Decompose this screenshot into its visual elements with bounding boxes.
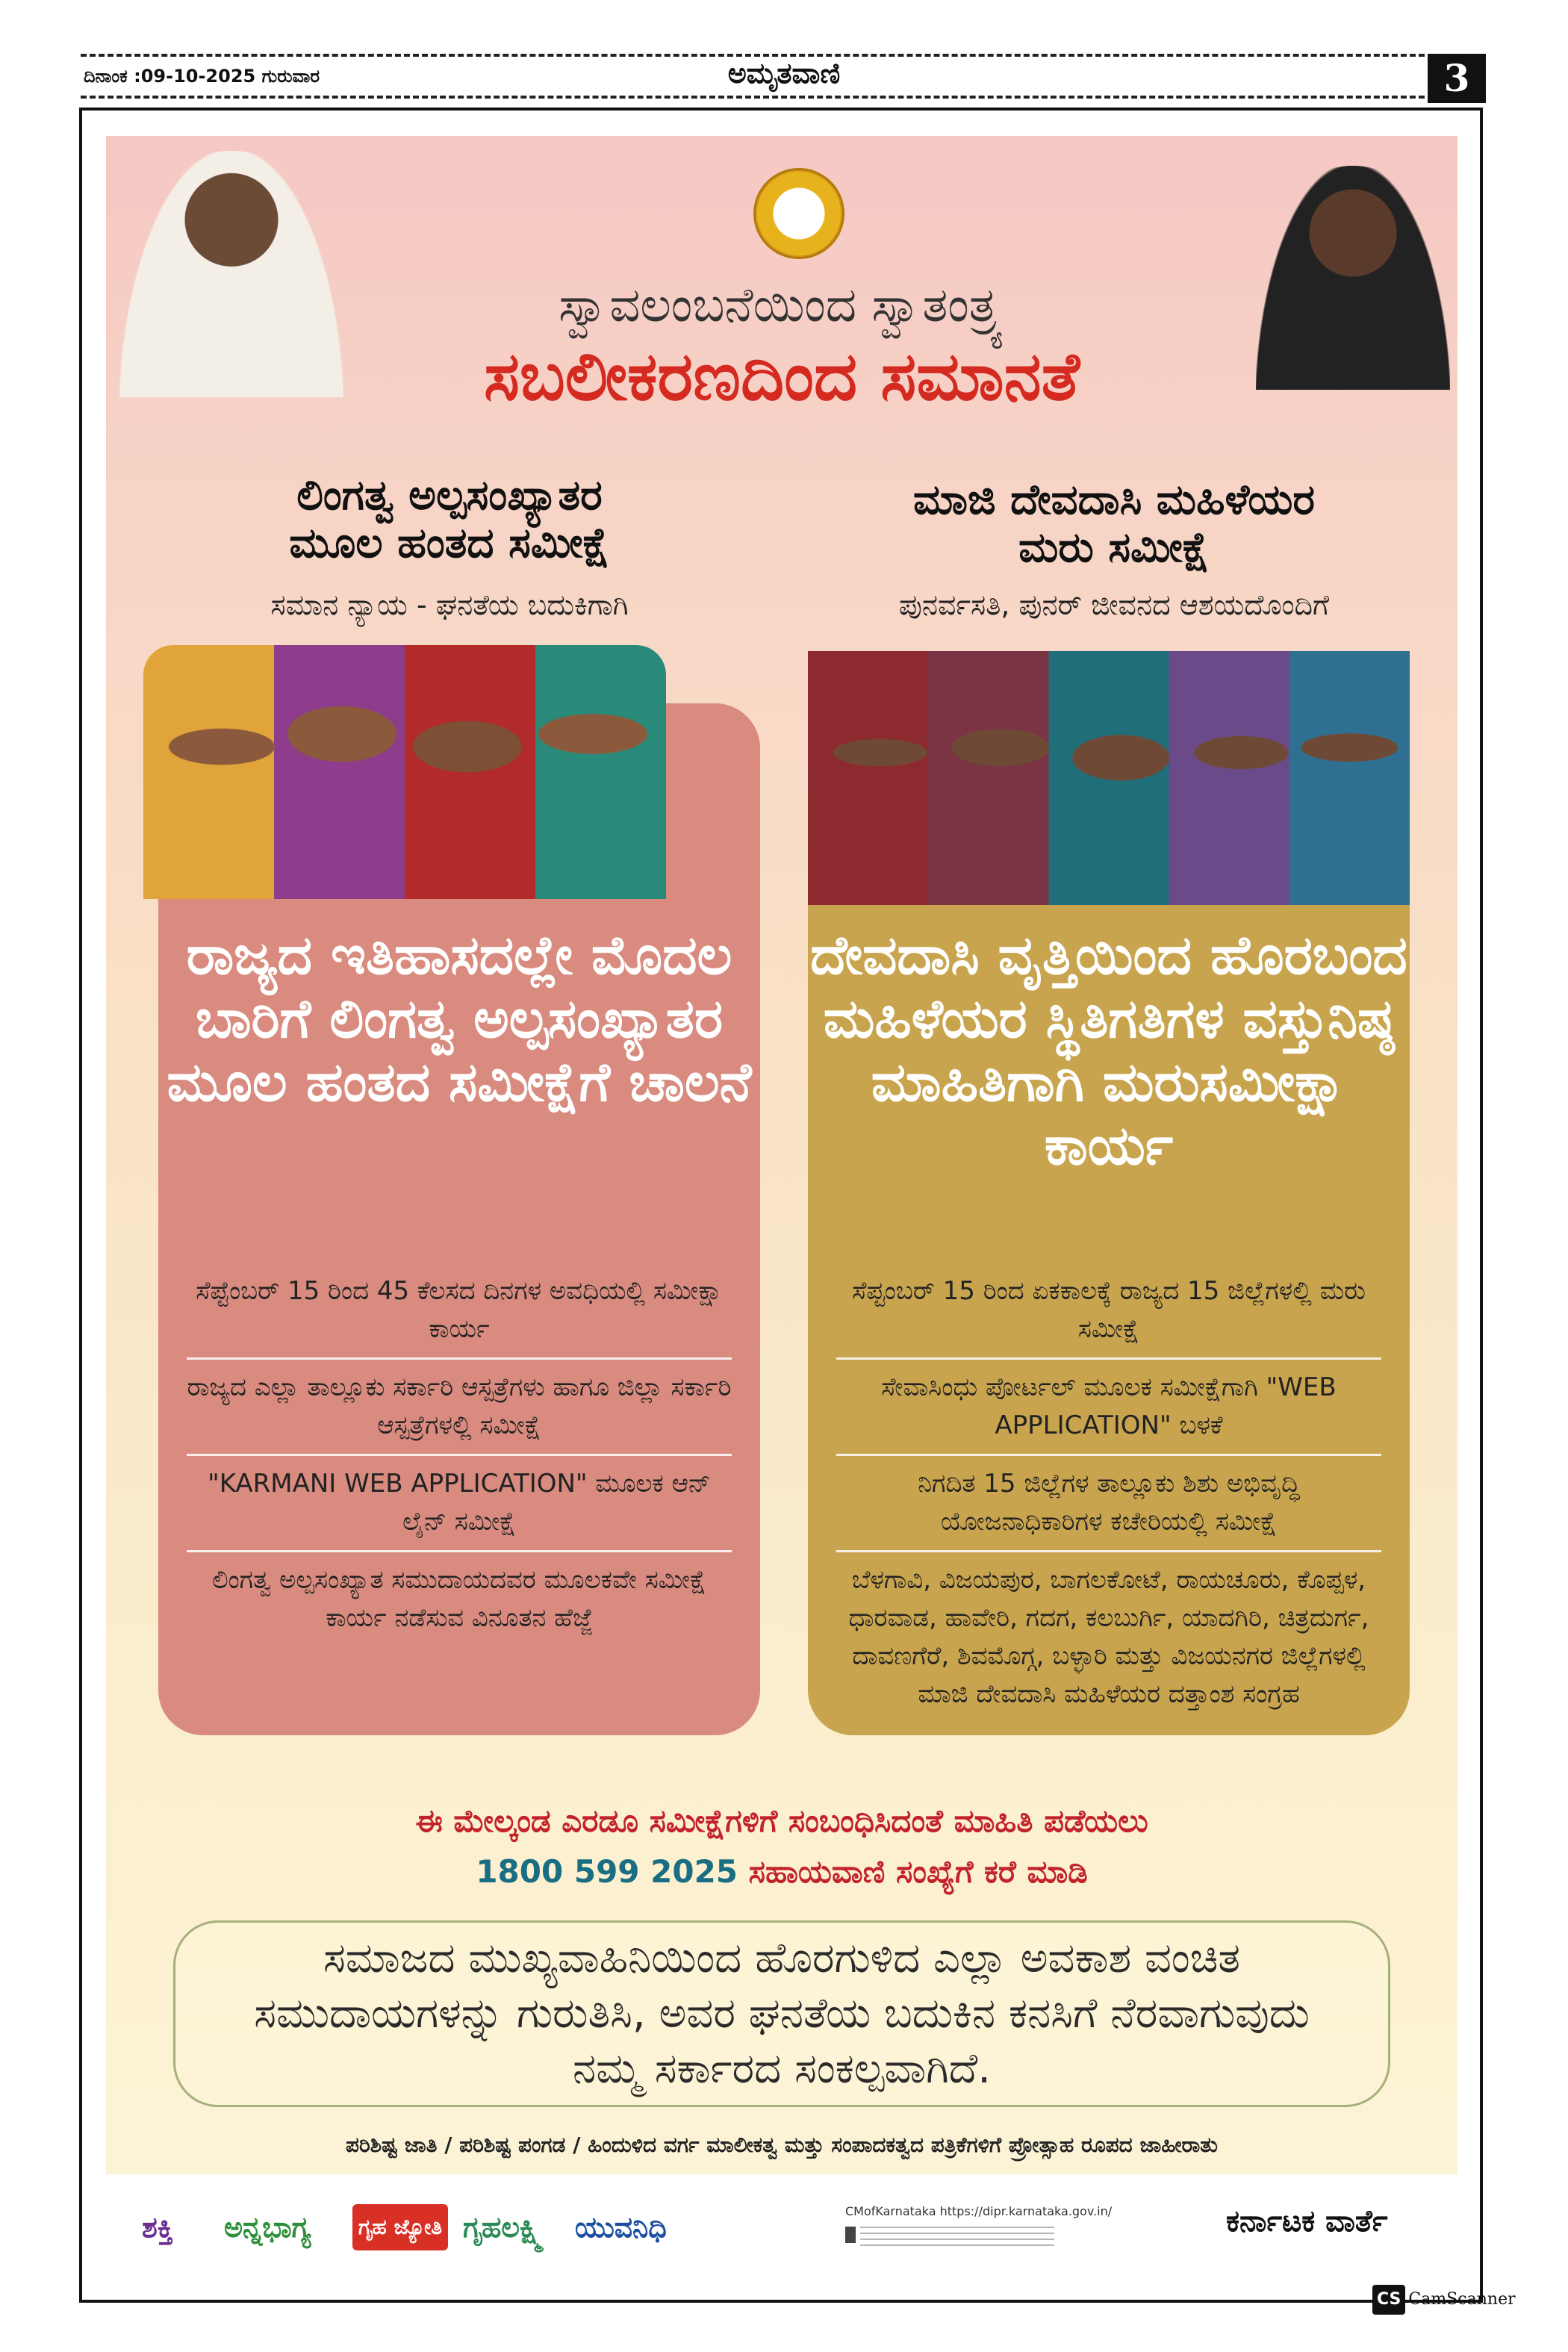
devadasi-women-photo [808,651,1410,905]
government-advertisement [106,136,1457,2174]
karnataka-emblem-icon [756,170,842,257]
left-card-item: ಸೆಪ್ಟೆಂಬರ್ 15 ರಿಂದ 45 ಕೆಲಸದ ದಿನಗಳ ಅವಧಿಯಲ್ಲಿ ಸಮೀಕ್ಷಾ ಕಾರ್ಯ [187,1263,732,1360]
right-title [823,476,1405,573]
right-subtitle: ಪುನರ್ವಸತಿ, ಪುನರ್ ಜೀವನದ ಆಶಯದೊಂದಿಗೆ [898,588,1330,621]
left-card-item: ರಾಜ್ಯದ ಎಲ್ಲಾ ತಾಲ್ಲೂಕು ಸರ್ಕಾರಿ ಆಸ್ಪತ್ರೆಗಳು ಹಾಗೂ ಜಿಲ್ಲಾ ಸರ್ಕಾರಿ ಆಸ್ಪತ್ರೆಗಳಲ್ಲಿ ಸಮೀಕ್ಷೆ [187,1360,732,1456]
page-number: 3 [1428,54,1486,103]
left-card-item: "KARMANI WEB APPLICATION" ಮೂಲಕ ಆನ್ ಲೈನ್ ಸಮೀಕ್ಷೆ [187,1456,732,1552]
newspaper-name: ಅಮೃತವಾಣಿ [727,57,841,90]
left-card-list [187,1263,732,1646]
helpline-text: ಸಹಾಯವಾಣಿ ಸಂಖ್ಯೆಗೆ ಕರೆ ಮಾಡಿ [738,1853,1088,1890]
left-title [158,472,741,568]
camscanner-mark: CS [1372,2285,1405,2315]
shakti-logo: ಶಕ್ತಿ [142,2211,173,2244]
women-group-photo [143,645,666,899]
social-handles: CMofKarnataka https://dipr.karnataka.gov.in/ [845,2204,1113,2218]
left-subtitle: ಸಮಾನ ನ್ಯಾಯ - ಘನತೆಯ ಬದುಕಿಗಾಗಿ [270,588,629,621]
camscanner-text: CamScanner [1408,2290,1516,2309]
vidhana-soudha-icon [845,2227,856,2243]
karnataka-varthe-logo: ಕರ್ನಾಟಕ ವಾರ್ತೆ [1226,2204,1388,2239]
gruha-jyothi-logo: ಗೃಹ ಜ್ಯೋತಿ [352,2204,448,2250]
headline-line1: ಸ್ವಾವಲಂಬನೆಯಿಂದ ಸ್ವಾತಂತ್ರ್ಯ [559,278,1005,333]
helpline-intro: ಈ ಮೇಲ್ಕಂಡ ಎರಡೂ ಸಮೀಕ್ಷೆಗಳಿಗೆ ಸಂಬಂಧಿಸಿದಂತೆ ಮಾಹಿತಿ ಪಡೆಯಲು [415,1802,1148,1839]
left-card-headline: ರಾಜ್ಯದ ಇತಿಹಾಸದಲ್ಲೇ ಮೊದಲ ಬಾರಿಗೆ ಲಿಂಗತ್ವ ಅಲ್ಪಸಂಖ್ಯಾತರ ಮೂಲ ಹಂತದ ಸಮೀಕ್ಷೆಗೆ ಚಾಲನೆ [167,924,752,1113]
gruha-lakshmi-logo: ಗೃಹಲಕ್ಷ್ಮಿ [463,2211,544,2244]
left-title-line1: ಲಿಂಗತ್ವ ಅಲ್ಪಸಂಖ್ಯಾತರ [296,471,603,520]
right-card-list [836,1263,1381,1723]
camscanner-watermark [1372,2285,1516,2315]
helpline-number: 1800 599 2025 [476,1853,738,1890]
ad-disclaimer: ಪರಿಶಿಷ್ಟ ಜಾತಿ / ಪರಿಶಿಷ್ಟ ಪಂಗಡ / ಹಿಂದುಳಿದ ವರ್ಗ ಮಾಲೀಕತ್ವ ಮತ್ತು ಸಂಪಾದಕತ್ವದ ಪತ್ರಿಕೆಗಳಿಗೆ ಪ್ರೋತ್ಸಾಹ ರೂಪದ ಜಾಹೀರಾತು [346,2132,1218,2157]
right-card-item: ಬೆಳಗಾವಿ, ವಿಜಯಪುರ, ಬಾಗಲಕೋಟೆ, ರಾಯಚೂರು, ಕೊಪ್ಪಳ, ಧಾರವಾಡ, ಹಾವೇರಿ, ಗದಗ, ಕಲಬುರ್ಗಿ, ಯಾದಗಿರಿ, ಚಿತ್ರದುರ್ಗ, ದಾವಣಗೆರೆ, ಶಿವಮೊಗ್ಗ, ಬಳ್ಳಾರಿ ಮತ್ತು ವಿಜಯನಗರ ಜಿಲ್ಲೆಗಳಲ್ಲಿ ಮಾಜಿ ದೇವದಾಸಿ ಮಹಿಳೆಯರ ದತ್ತಾಂಶ ಸಂಗ್ರಹ [848,1565,1369,1709]
fine-print [860,2227,1054,2249]
headline-line2: ಸಬಲೀಕರಣದಿಂದ ಸಮಾನತೆ [484,337,1080,416]
masthead-bottom-rule [81,96,1425,99]
right-title-line2: ಮರು ಸಮೀಕ್ಷೆ [1018,523,1210,573]
yuvanidhi-logo: ಯುವನಿಧಿ [575,2211,667,2244]
scheme-logos-strip [106,2174,1457,2286]
left-title-line2: ಮೂಲ ಹಂತದ ಸಮೀಕ್ಷೆ [289,519,610,568]
right-card-headline: ದೇವದಾಸಿ ವೃತ್ತಿಯಿಂದ ಹೊರಬಂದ ಮಹಿಳೆಯರ ಸ್ಥಿತಿಗತಿಗಳ ವಸ್ತುನಿಷ್ಠ ಮಾಹಿತಿಗಾಗಿ ಮರುಸಮೀಕ್ಷಾ ಕಾರ್ಯ [810,924,1407,1177]
masthead-date: ದಿನಾಂಕ :09-10-2025 ಗುರುವಾರ [84,66,320,87]
helpline-line [106,1853,1457,1891]
pledge-text: ಸಮಾಜದ ಮುಖ್ಯವಾಹಿನಿಯಿಂದ ಹೊರಗುಳಿದ ಎಲ್ಲಾ ಅವಕಾಶ ವಂಚಿತ ಸಮುದಾಯಗಳನ್ನು ಗುರುತಿಸಿ, ಅವರ ಘನತೆಯ ಬದುಕಿನ ಕನಸಿಗೆ ನೆರವಾಗುವುದು ನಮ್ಮ ಸರ್ಕಾರದ ಸಂಕಲ್ಪವಾಗಿದೆ. [254,1934,1310,2093]
right-card-item: ಸೆಪ್ಟಂಬರ್ 15 ರಿಂದ ಏಕಕಾಲಕ್ಕೆ ರಾಜ್ಯದ 15 ಜಿಲ್ಲೆಗಳಲ್ಲಿ ಮರು ಸಮೀಕ್ಷೆ [836,1263,1381,1360]
annabhagya-logo: ಅನ್ನಭಾಗ್ಯ [224,2211,311,2244]
right-title-line1: ಮಾಜಿ ದೇವದಾಸಿ ಮಹಿಳೆಯರ [912,476,1315,524]
right-card-item: ನಿಗದಿತ 15 ಜಿಲ್ಲೆಗಳ ತಾಲ್ಲೂಕು ಶಿಶು ಅಭಿವೃದ್ಧಿ ಯೋಜನಾಧಿಕಾರಿಗಳ ಕಚೇರಿಯಲ್ಲಿ ಸಮೀಕ್ಷೆ [836,1456,1381,1552]
left-card-item: ಲಿಂಗತ್ವ ಅಲ್ಪಸಂಖ್ಯಾತ ಸಮುದಾಯದವರ ಮೂಲಕವೇ ಸಮೀಕ್ಷೆ ಕಾರ್ಯ ನಡೆಸುವ ವಿನೂತನ ಹೆಜ್ಜೆ [211,1565,707,1633]
right-card-item: ಸೇವಾಸಿಂಧು ಪೋರ್ಟಲ್ ಮೂಲಕ ಸಮೀಕ್ಷೆಗಾಗಿ "WEB APPLICATION" ಬಳಕೆ [836,1360,1381,1456]
government-pledge-box [173,1920,1390,2107]
